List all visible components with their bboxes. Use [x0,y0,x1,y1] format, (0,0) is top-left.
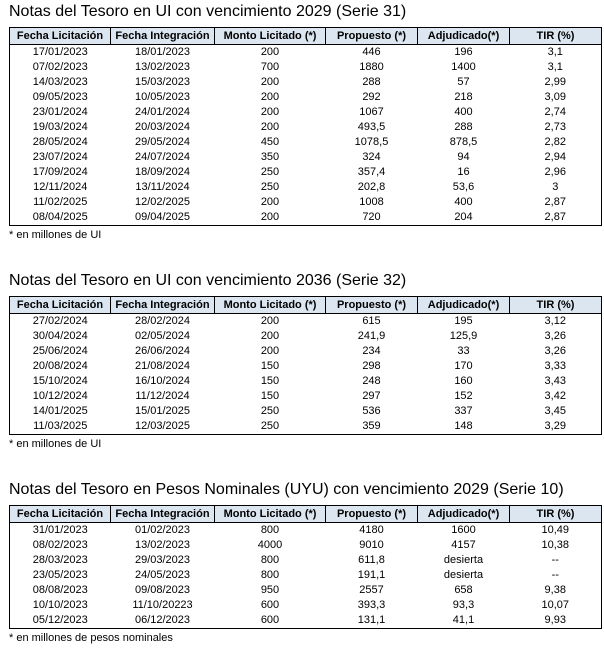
cell-propuesto: 234 [362,345,381,357]
cell-fecha-licitacion: 08/08/2023 [32,584,88,596]
cell-tir: 3,45 [544,405,566,417]
cell-propuesto: 1008 [359,196,384,208]
cell-fecha-integracion: 18/01/2023 [134,46,191,58]
cell-tir: 10,38 [541,539,570,551]
cell-tir: 3,12 [544,315,566,327]
cell-tir: 3,42 [544,390,566,402]
data-table [9,27,602,226]
cell-propuesto: 292 [362,91,381,103]
table-row [10,538,602,553]
cell-fecha-integracion: 09/08/2023 [134,584,191,596]
cell-monto-licitado: 200 [260,330,280,342]
cell-adjudicado: 53,6 [452,181,475,193]
cell-tir: 2,82 [544,136,566,148]
cell-monto-licitado: 250 [260,420,280,432]
column-header-propuesto: Propuesto (*) [326,506,418,523]
cell-adjudicado: 196 [454,46,473,58]
cell-monto-licitado: 450 [260,136,280,148]
table-footnote: * en millones de UI [9,438,102,450]
cell-fecha-integracion: 29/05/2024 [134,136,191,148]
cell-tir: 3,29 [544,420,566,432]
table-row [10,374,602,389]
cell-fecha-integracion: 09/04/2025 [134,211,191,223]
cell-fecha-integracion: 21/08/2024 [134,360,191,372]
table-row [10,583,602,598]
cell-monto-licitado: 200 [260,345,280,357]
cell-fecha-integracion: 01/02/2023 [134,524,191,536]
column-header-adjudicado: Adjudicado(*) [418,28,510,45]
cell-tir: 10,49 [541,524,570,536]
cell-adjudicado: desierta [443,569,484,581]
cell-fecha-integracion: 12/03/2025 [134,420,191,432]
cell-fecha-licitacion: 10/10/2023 [32,599,88,611]
cell-adjudicado: 1400 [451,61,476,73]
cell-monto-licitado: 800 [260,554,280,566]
cell-adjudicado: 4157 [451,539,476,551]
cell-fecha-integracion: 18/09/2024 [134,166,191,178]
cell-adjudicado: 41,1 [452,614,475,626]
column-header-adjudicado: Adjudicado(*) [418,297,510,314]
table-row [10,195,602,210]
table-row [10,389,602,404]
cell-fecha-integracion: 10/05/2023 [134,91,191,103]
table-row [10,329,602,344]
cell-tir: -- [551,569,559,581]
table-row [10,553,602,568]
cell-monto-licitado: 150 [260,390,280,402]
table-row [10,613,602,629]
table-row [10,568,602,583]
cell-adjudicado: 337 [454,405,473,417]
cell-monto-licitado: 800 [260,524,280,536]
column-header-monto-licitado: Monto Licitado (*) [215,28,326,45]
table-title: Notas del Tesoro en Pesos Nominales (UYU) con vencimiento 2029 (Serie 10) [9,481,564,498]
column-header-propuesto: Propuesto (*) [326,28,418,45]
cell-monto-licitado: 600 [260,614,280,626]
cell-propuesto: 2557 [359,584,384,596]
cell-propuesto: 615 [362,315,381,327]
cell-tir: 10,07 [541,599,570,611]
cell-fecha-integracion: 13/02/2023 [134,539,191,551]
column-header-monto-licitado: Monto Licitado (*) [215,297,326,314]
cell-tir: 3,26 [544,330,566,342]
data-table [9,505,602,629]
cell-propuesto: 324 [362,151,381,163]
cell-fecha-integracion: 28/02/2024 [134,315,191,327]
cell-monto-licitado: 250 [260,181,280,193]
cell-propuesto: 446 [362,46,381,58]
column-header-adjudicado: Adjudicado(*) [418,506,510,523]
cell-propuesto: 297 [362,390,381,402]
cell-fecha-licitacion: 23/01/2024 [32,106,88,118]
cell-adjudicado: 400 [454,106,473,118]
table-row [10,105,602,120]
cell-adjudicado: 16 [457,166,470,178]
cell-fecha-integracion: 06/12/2023 [134,614,191,626]
table-row [10,120,602,135]
cell-fecha-integracion: 29/03/2023 [134,554,191,566]
cell-adjudicado: 152 [454,390,473,402]
cell-monto-licitado: 700 [260,61,280,73]
cell-adjudicado: 878,5 [449,136,478,148]
cell-adjudicado: 204 [454,211,473,223]
table-row [10,598,602,613]
table-row [10,165,602,180]
data-table [9,296,602,435]
table-row [10,90,602,105]
cell-tir: 9,38 [544,584,566,596]
cell-monto-licitado: 150 [260,375,280,387]
cell-monto-licitado: 200 [260,121,280,133]
cell-fecha-licitacion: 08/04/2025 [32,211,88,223]
cell-fecha-licitacion: 31/01/2023 [32,524,88,536]
table-row [10,135,602,150]
cell-fecha-licitacion: 25/06/2024 [32,345,88,357]
cell-fecha-licitacion: 30/04/2024 [32,330,88,342]
cell-fecha-integracion: 11/10/20223 [132,599,193,611]
column-header-tir: TIR (%) [510,506,602,523]
cell-propuesto: 1067 [359,106,384,118]
column-header-fecha-licitacion: Fecha Licitación [10,506,111,523]
column-header-tir: TIR (%) [510,297,602,314]
cell-propuesto: 241,9 [357,330,386,342]
cell-fecha-licitacion: 11/02/2025 [33,196,88,208]
cell-tir: 2,94 [544,151,566,163]
cell-fecha-licitacion: 10/12/2024 [32,390,88,402]
cell-fecha-integracion: 02/05/2024 [134,330,191,342]
cell-propuesto: 288 [362,76,381,88]
table-row [10,210,602,226]
cell-fecha-integracion: 15/03/2023 [134,76,191,88]
cell-fecha-licitacion: 28/03/2023 [32,554,88,566]
cell-adjudicado: 288 [454,121,473,133]
cell-fecha-integracion: 26/06/2024 [134,345,191,357]
cell-fecha-integracion: 12/02/2025 [134,196,191,208]
cell-fecha-integracion: 15/01/2025 [134,405,191,417]
cell-monto-licitado: 4000 [257,539,283,551]
table-section-serie-10 [9,480,602,645]
table-footnote: * en millones de UI [9,229,102,241]
cell-tir: 2,74 [544,106,566,118]
cell-propuesto: 611,8 [358,554,385,566]
cell-fecha-licitacion: 19/03/2024 [32,121,88,133]
cell-tir: 3,09 [544,91,566,103]
table-row [10,404,602,419]
cell-monto-licitado: 150 [260,360,280,372]
column-header-tir: TIR (%) [510,28,602,45]
cell-monto-licitado: 200 [260,196,280,208]
cell-monto-licitado: 250 [260,405,280,417]
cell-monto-licitado: 200 [260,46,280,58]
cell-fecha-licitacion: 14/01/2025 [32,405,88,417]
cell-tir: 3,1 [547,61,563,73]
cell-adjudicado: 160 [454,375,473,387]
cell-fecha-licitacion: 15/10/2024 [32,375,88,387]
cell-propuesto: 202,8 [357,181,386,193]
cell-monto-licitado: 800 [260,569,280,581]
column-header-fecha-licitacion: Fecha Licitación [10,297,111,314]
cell-adjudicado: 1600 [451,524,476,536]
cell-tir: 2,99 [544,76,566,88]
cell-propuesto: 191,1 [357,569,386,581]
table-section-serie-32 [9,271,602,451]
cell-adjudicado: 33 [457,345,470,357]
cell-propuesto: 720 [362,211,381,223]
cell-monto-licitado: 200 [260,91,280,103]
table-row [10,314,602,330]
table-row [10,45,602,61]
cell-propuesto: 248 [362,375,381,387]
cell-fecha-licitacion: 17/09/2024 [32,166,88,178]
cell-fecha-licitacion: 14/03/2023 [32,76,88,88]
cell-propuesto: 298 [362,360,381,372]
table-row [10,344,602,359]
cell-tir: 3,26 [544,345,566,357]
column-header-fecha-integracion: Fecha Integración [111,506,215,523]
table-header-row [10,297,602,314]
cell-fecha-licitacion: 28/05/2024 [32,136,88,148]
cell-adjudicado: 170 [454,360,473,372]
cell-tir: 3,43 [544,375,566,387]
table-header-row [10,506,602,523]
cell-tir: 3,1 [547,46,563,58]
table-row [10,60,602,75]
cell-monto-licitado: 200 [260,106,280,118]
cell-tir: 2,87 [544,211,566,223]
table-title: Notas del Tesoro en UI con vencimiento 2029 (Serie 31) [9,3,407,20]
cell-adjudicado: 125,9 [449,330,478,342]
cell-adjudicado: 148 [454,420,473,432]
cell-fecha-integracion: 11/12/2024 [135,390,190,402]
cell-adjudicado: 195 [454,315,473,327]
column-header-fecha-integracion: Fecha Integración [111,297,215,314]
cell-tir: 2,96 [544,166,566,178]
cell-monto-licitado: 950 [260,584,280,596]
cell-fecha-integracion: 24/01/2024 [134,106,191,118]
cell-fecha-licitacion: 11/03/2025 [33,420,88,432]
column-header-fecha-licitacion: Fecha Licitación [10,28,111,45]
table-row [10,75,602,90]
table-row [10,419,602,435]
table-header-row [10,28,602,45]
cell-propuesto: 536 [362,405,381,417]
table-row [10,180,602,195]
cell-adjudicado: 658 [454,584,473,596]
cell-fecha-integracion: 24/05/2023 [134,569,191,581]
cell-propuesto: 4180 [359,524,384,536]
cell-propuesto: 9010 [359,539,384,551]
cell-monto-licitado: 200 [260,211,280,223]
cell-tir: 9,93 [544,614,566,626]
cell-propuesto: 359 [362,420,381,432]
cell-adjudicado: 218 [454,91,473,103]
cell-fecha-licitacion: 23/07/2024 [32,151,88,163]
column-header-fecha-integracion: Fecha Integración [111,28,215,45]
cell-fecha-licitacion: 12/11/2024 [33,181,88,193]
cell-adjudicado: 93,3 [452,599,475,611]
table-title: Notas del Tesoro en UI con vencimiento 2036 (Serie 32) [9,272,407,289]
column-header-monto-licitado: Monto Licitado (*) [215,506,326,523]
cell-propuesto: 493,5 [357,121,386,133]
cell-adjudicado: desierta [443,554,484,566]
table-footnote: * en millones de pesos nominales [9,632,173,644]
cell-adjudicado: 57 [457,76,470,88]
cell-tir: 3,33 [544,360,566,372]
table-row [10,523,602,539]
cell-fecha-licitacion: 17/01/2023 [32,46,88,58]
cell-tir: 2,73 [544,121,566,133]
cell-fecha-licitacion: 23/05/2023 [32,569,88,581]
cell-tir: -- [551,554,559,566]
column-header-propuesto: Propuesto (*) [326,297,418,314]
cell-fecha-licitacion: 20/08/2024 [32,360,88,372]
cell-monto-licitado: 600 [260,599,280,611]
cell-propuesto: 1078,5 [354,136,389,148]
cell-monto-licitado: 200 [260,76,280,88]
cell-tir: 3 [552,181,559,193]
cell-monto-licitado: 200 [260,315,280,327]
cell-propuesto: 393,3 [357,599,386,611]
cell-monto-licitado: 350 [260,151,280,163]
cell-fecha-licitacion: 08/02/2023 [32,539,88,551]
cell-tir: 2,87 [544,196,566,208]
cell-monto-licitado: 250 [260,166,280,178]
cell-propuesto: 357,4 [357,166,386,178]
cell-fecha-integracion: 16/10/2024 [134,375,191,387]
cell-adjudicado: 94 [457,151,470,163]
table-row [10,150,602,165]
table-row [10,359,602,374]
cell-fecha-integracion: 24/07/2024 [134,151,191,163]
cell-fecha-licitacion: 07/02/2023 [32,61,88,73]
cell-propuesto: 131,1 [357,614,386,626]
cell-adjudicado: 400 [454,196,473,208]
cell-fecha-integracion: 20/03/2024 [134,121,191,133]
table-section-serie-31 [9,2,602,242]
cell-propuesto: 1880 [359,61,384,73]
cell-fecha-licitacion: 05/12/2023 [32,614,88,626]
cell-fecha-integracion: 13/11/2024 [135,181,190,193]
cell-fecha-licitacion: 27/02/2024 [32,315,88,327]
cell-fecha-licitacion: 09/05/2023 [32,91,88,103]
cell-fecha-integracion: 13/02/2023 [134,61,191,73]
